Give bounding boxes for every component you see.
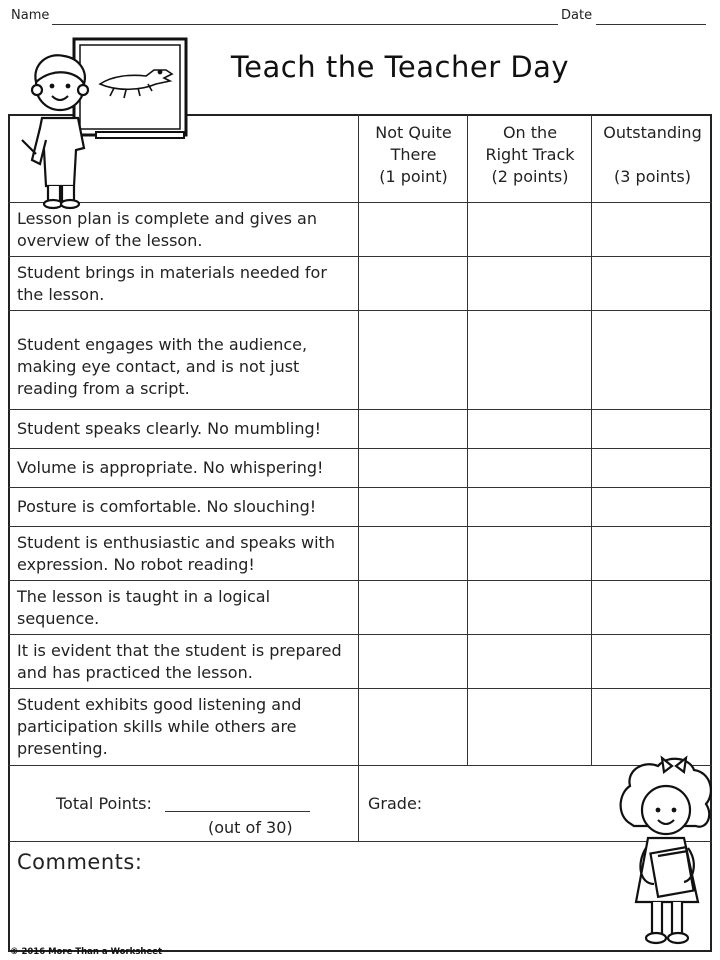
column-header-line: Right Track <box>485 145 575 164</box>
pencil-icon <box>22 140 36 154</box>
criterion-posture: Posture is comfortable. No slouching! <box>17 497 317 516</box>
total-points-label: Total Points: <box>56 794 152 813</box>
girl-holding-book-icon <box>614 752 720 952</box>
total-points-field[interactable] <box>165 811 310 812</box>
column-header-3-points <box>593 122 712 188</box>
girl-head-icon <box>642 786 690 834</box>
column-header-1-point <box>360 122 467 188</box>
column-header-line: (3 points) <box>614 167 691 186</box>
chalk-tray <box>96 132 184 138</box>
legs-icon <box>652 902 682 934</box>
grade-label: Grade: <box>368 794 423 813</box>
ear-icon <box>78 85 88 95</box>
criterion-enthusiasm: Student is enthusiastic and speaks with expression. No robot reading! <box>17 532 335 574</box>
grid-line <box>467 114 468 765</box>
column-header-line: On the <box>502 123 558 142</box>
page-title: Teach the Teacher Day <box>230 50 570 84</box>
date-field[interactable] <box>596 24 706 25</box>
shoe-icon <box>668 933 688 943</box>
copyright: © 2016 More Than a Worksheet <box>10 947 163 957</box>
out-of-note: (out of 30) <box>208 818 293 837</box>
column-header-line: Not Quite <box>375 123 452 142</box>
name-field[interactable] <box>52 24 558 25</box>
shoe-icon <box>44 200 62 208</box>
column-header-2-points <box>469 122 591 188</box>
eye-icon <box>672 808 677 813</box>
criterion-engagement: Student engages with the audience, making eye contact, and is not just reading from a script. <box>17 335 308 398</box>
column-header-line: There <box>390 145 437 164</box>
name-label: Name <box>11 8 50 23</box>
column-header-line: (2 points) <box>491 167 569 186</box>
criterion-lesson-plan: Lesson plan is complete and gives an overview of the lesson. <box>17 208 317 250</box>
column-header-line: (1 point) <box>379 167 448 186</box>
chalkboard-surface <box>80 45 180 129</box>
shoe-icon <box>646 933 666 943</box>
eye-icon <box>656 808 661 813</box>
eye-icon <box>66 84 71 89</box>
criterion-speaks-clearly: Student speaks clearly. No mumbling! <box>17 419 322 438</box>
criterion-listening: Student exhibits good listening and participation skills while others are presenting. <box>17 695 302 758</box>
criterion-volume: Volume is appropriate. No whispering! <box>17 458 324 477</box>
boy-at-chalkboard-icon <box>14 36 194 211</box>
criterion-prepared: It is evident that the student is prepared and has practiced the lesson. <box>17 640 342 682</box>
grid-line <box>8 765 712 766</box>
comments-label: Comments: <box>17 850 143 874</box>
criterion-logical-sequence: The lesson is taught in a logical sequence. <box>17 586 271 628</box>
column-header-line: Outstanding <box>603 123 702 142</box>
column-header-line <box>593 144 712 166</box>
shoe-icon <box>61 200 79 208</box>
date-label: Date <box>561 8 593 23</box>
criterion-materials: Student brings in materials needed for the lesson. <box>17 262 327 304</box>
grid-line <box>358 114 359 841</box>
grid-line <box>591 114 592 765</box>
grid-line <box>8 841 712 842</box>
ear-icon <box>32 85 42 95</box>
eye-icon <box>50 84 55 89</box>
